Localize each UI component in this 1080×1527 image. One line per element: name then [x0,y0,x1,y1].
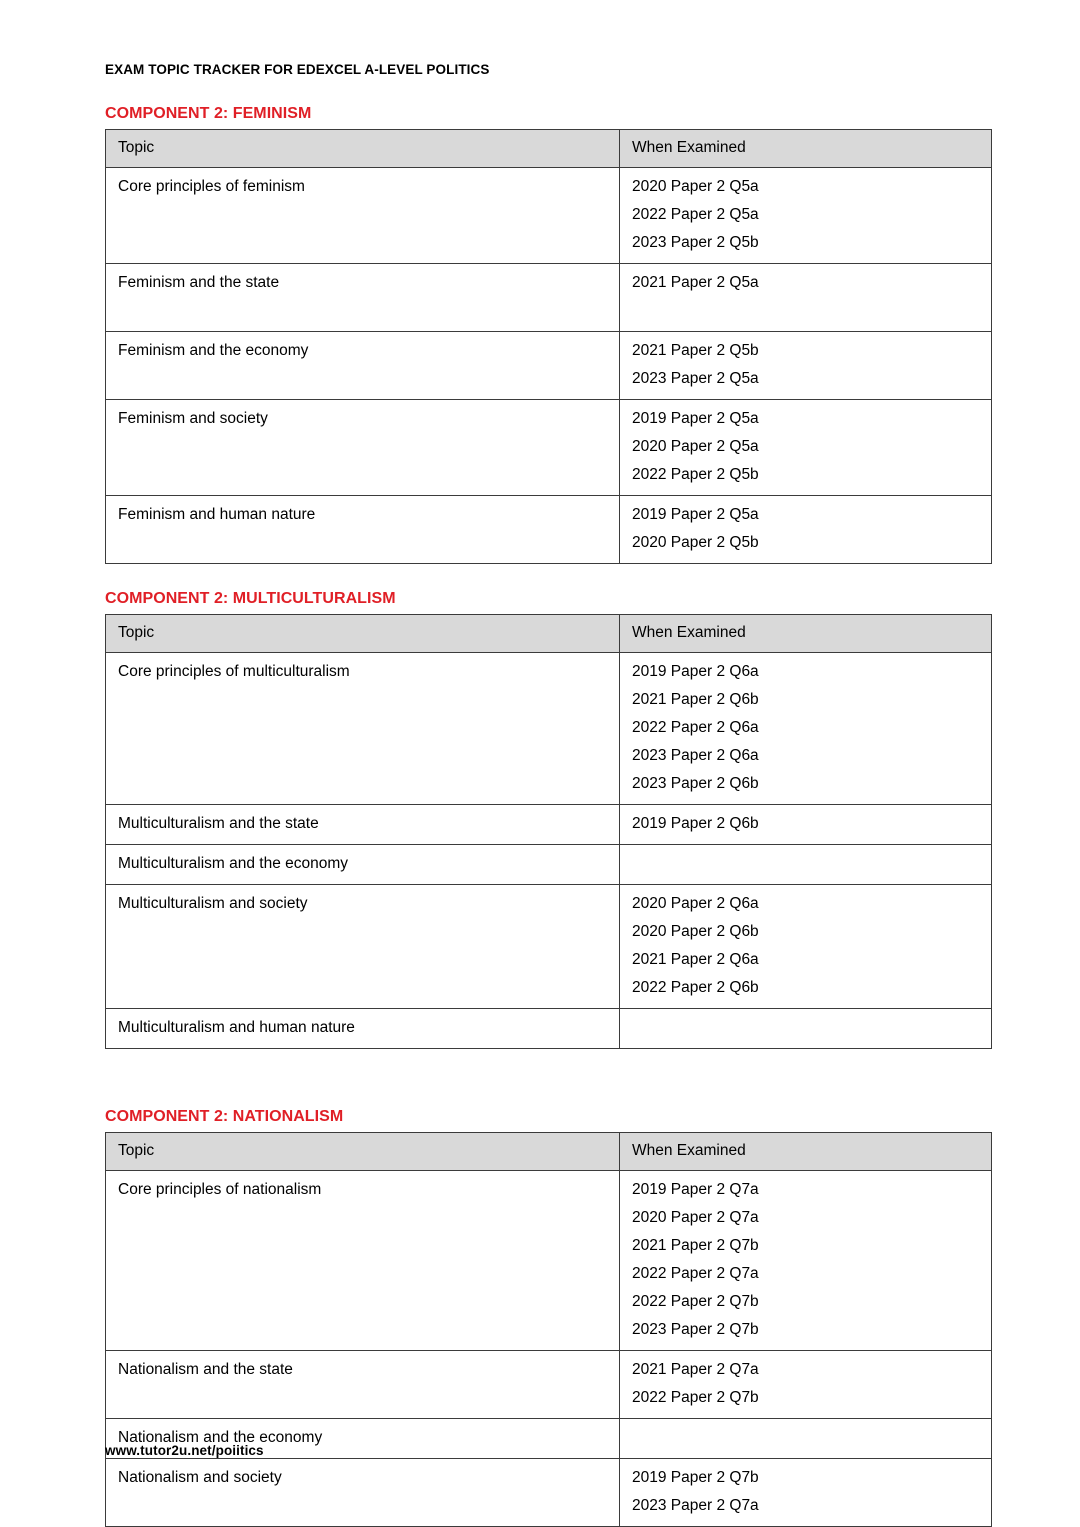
topic-cell: Feminism and the state [106,264,620,332]
table-row [106,400,992,496]
exam-entry: 2020 Paper 2 Q7a [632,1209,759,1227]
topic-cell: Nationalism and the state [106,1351,620,1419]
exam-entry: 2019 Paper 2 Q5a [632,506,759,524]
table-row [106,168,992,264]
topic-cell: Nationalism and the economy [106,1419,620,1459]
column-header-topic: Topic [106,615,620,653]
exam-entry: 2019 Paper 2 Q6b [632,815,759,833]
topic-cell: Feminism and human nature [106,496,620,564]
page-title: EXAM TOPIC TRACKER FOR EDEXCEL A-LEVEL POLITICS [105,62,490,77]
exam-entry: 2022 Paper 2 Q7a [632,1265,759,1283]
when-examined-cell [620,264,992,332]
exam-entry: 2020 Paper 2 Q6b [632,923,759,941]
table-row [106,805,992,845]
exam-entry-list [632,405,991,489]
column-header-when-examined: When Examined [620,615,992,653]
exam-entry-list [632,1014,991,1042]
table-header-row [106,1133,992,1171]
section-gap [105,564,990,589]
table-row [106,653,992,805]
exam-entry-list [632,658,991,798]
exam-entry: 2021 Paper 2 Q7b [632,1237,759,1255]
exam-entry: 2019 Paper 2 Q7a [632,1181,759,1199]
exam-entry-empty [632,1424,991,1452]
exam-entry-list [632,1424,991,1452]
sections-container [105,104,990,1527]
column-header-when-examined: When Examined [620,1133,992,1171]
exam-entry: 2021 Paper 2 Q6b [632,691,759,709]
exam-entry: 2023 Paper 2 Q7b [632,1321,759,1339]
topic-cell: Core principles of nationalism [106,1171,620,1351]
exam-entry: 2022 Paper 2 Q5b [632,466,759,484]
when-examined-cell [620,845,992,885]
exam-entry: 2022 Paper 2 Q5a [632,206,759,224]
table-header-row [106,615,992,653]
when-examined-cell [620,1419,992,1459]
topic-tracker-table [105,1132,992,1527]
section-heading: COMPONENT 2: FEMINISM [105,105,312,123]
exam-entry-spacer [632,297,991,325]
exam-entry-list [632,269,991,325]
exam-entry: 2023 Paper 2 Q5b [632,234,759,252]
table-row [106,332,992,400]
column-header-topic: Topic [106,130,620,168]
exam-entry: 2020 Paper 2 Q5a [632,178,759,196]
exam-entry-empty [632,1014,991,1042]
exam-entry: 2019 Paper 2 Q5a [632,410,759,428]
table-row [106,845,992,885]
exam-entry: 2019 Paper 2 Q6a [632,663,759,681]
section-gap [105,1049,990,1107]
when-examined-cell [620,885,992,1009]
exam-entry-empty [632,850,991,878]
exam-entry-list [632,1176,991,1344]
table-header-row [106,130,992,168]
exam-entry-list [632,1464,991,1520]
component-section [105,1107,990,1527]
exam-entry: 2023 Paper 2 Q5a [632,370,759,388]
topic-cell: Core principles of feminism [106,168,620,264]
topic-cell: Multiculturalism and the state [106,805,620,845]
exam-entry: 2021 Paper 2 Q5a [632,274,759,292]
table-row [106,885,992,1009]
exam-entry: 2023 Paper 2 Q6a [632,747,759,765]
exam-entry-list [632,850,991,878]
topic-tracker-table [105,129,992,564]
exam-entry-list [632,501,991,557]
exam-entry: 2022 Paper 2 Q7b [632,1389,759,1407]
exam-entry: 2022 Paper 2 Q6a [632,719,759,737]
when-examined-cell [620,168,992,264]
when-examined-cell [620,1459,992,1527]
exam-entry: 2021 Paper 2 Q5b [632,342,759,360]
exam-entry: 2021 Paper 2 Q6a [632,951,759,969]
exam-entry: 2023 Paper 2 Q6b [632,775,759,793]
table-row [106,1171,992,1351]
exam-entry: 2023 Paper 2 Q7a [632,1497,759,1515]
exam-entry-list [632,810,991,838]
when-examined-cell [620,1171,992,1351]
exam-entry-list [632,337,991,393]
exam-entry-list [632,890,991,1002]
exam-entry: 2022 Paper 2 Q6b [632,979,759,997]
when-examined-cell [620,332,992,400]
topic-cell: Feminism and society [106,400,620,496]
column-header-topic: Topic [106,1133,620,1171]
exam-entry: 2020 Paper 2 Q5b [632,534,759,552]
topic-cell: Nationalism and society [106,1459,620,1527]
section-heading: COMPONENT 2: NATIONALISM [105,1108,344,1126]
exam-entry: 2019 Paper 2 Q7b [632,1469,759,1487]
when-examined-cell [620,400,992,496]
exam-entry-list [632,173,991,257]
when-examined-cell [620,805,992,845]
component-section [105,589,990,1049]
topic-cell: Multiculturalism and human nature [106,1009,620,1049]
topic-cell: Multiculturalism and society [106,885,620,1009]
table-row [106,1009,992,1049]
table-row [106,264,992,332]
table-row [106,496,992,564]
column-header-when-examined: When Examined [620,130,992,168]
exam-entry-list [632,1356,991,1412]
topic-cell: Feminism and the economy [106,332,620,400]
section-heading: COMPONENT 2: MULTICULTURALISM [105,590,396,608]
exam-entry: 2020 Paper 2 Q6a [632,895,759,913]
when-examined-cell [620,653,992,805]
exam-entry: 2020 Paper 2 Q5a [632,438,759,456]
component-section [105,104,990,564]
exam-entry: 2022 Paper 2 Q7b [632,1293,759,1311]
table-row [106,1351,992,1419]
footer-url: www.tutor2u.net/poiitics [105,1443,264,1458]
when-examined-cell [620,1351,992,1419]
exam-entry: 2021 Paper 2 Q7a [632,1361,759,1379]
table-row [106,1459,992,1527]
topic-cell: Multiculturalism and the economy [106,845,620,885]
topic-cell: Core principles of multiculturalism [106,653,620,805]
when-examined-cell [620,496,992,564]
topic-tracker-table [105,614,992,1049]
when-examined-cell [620,1009,992,1049]
